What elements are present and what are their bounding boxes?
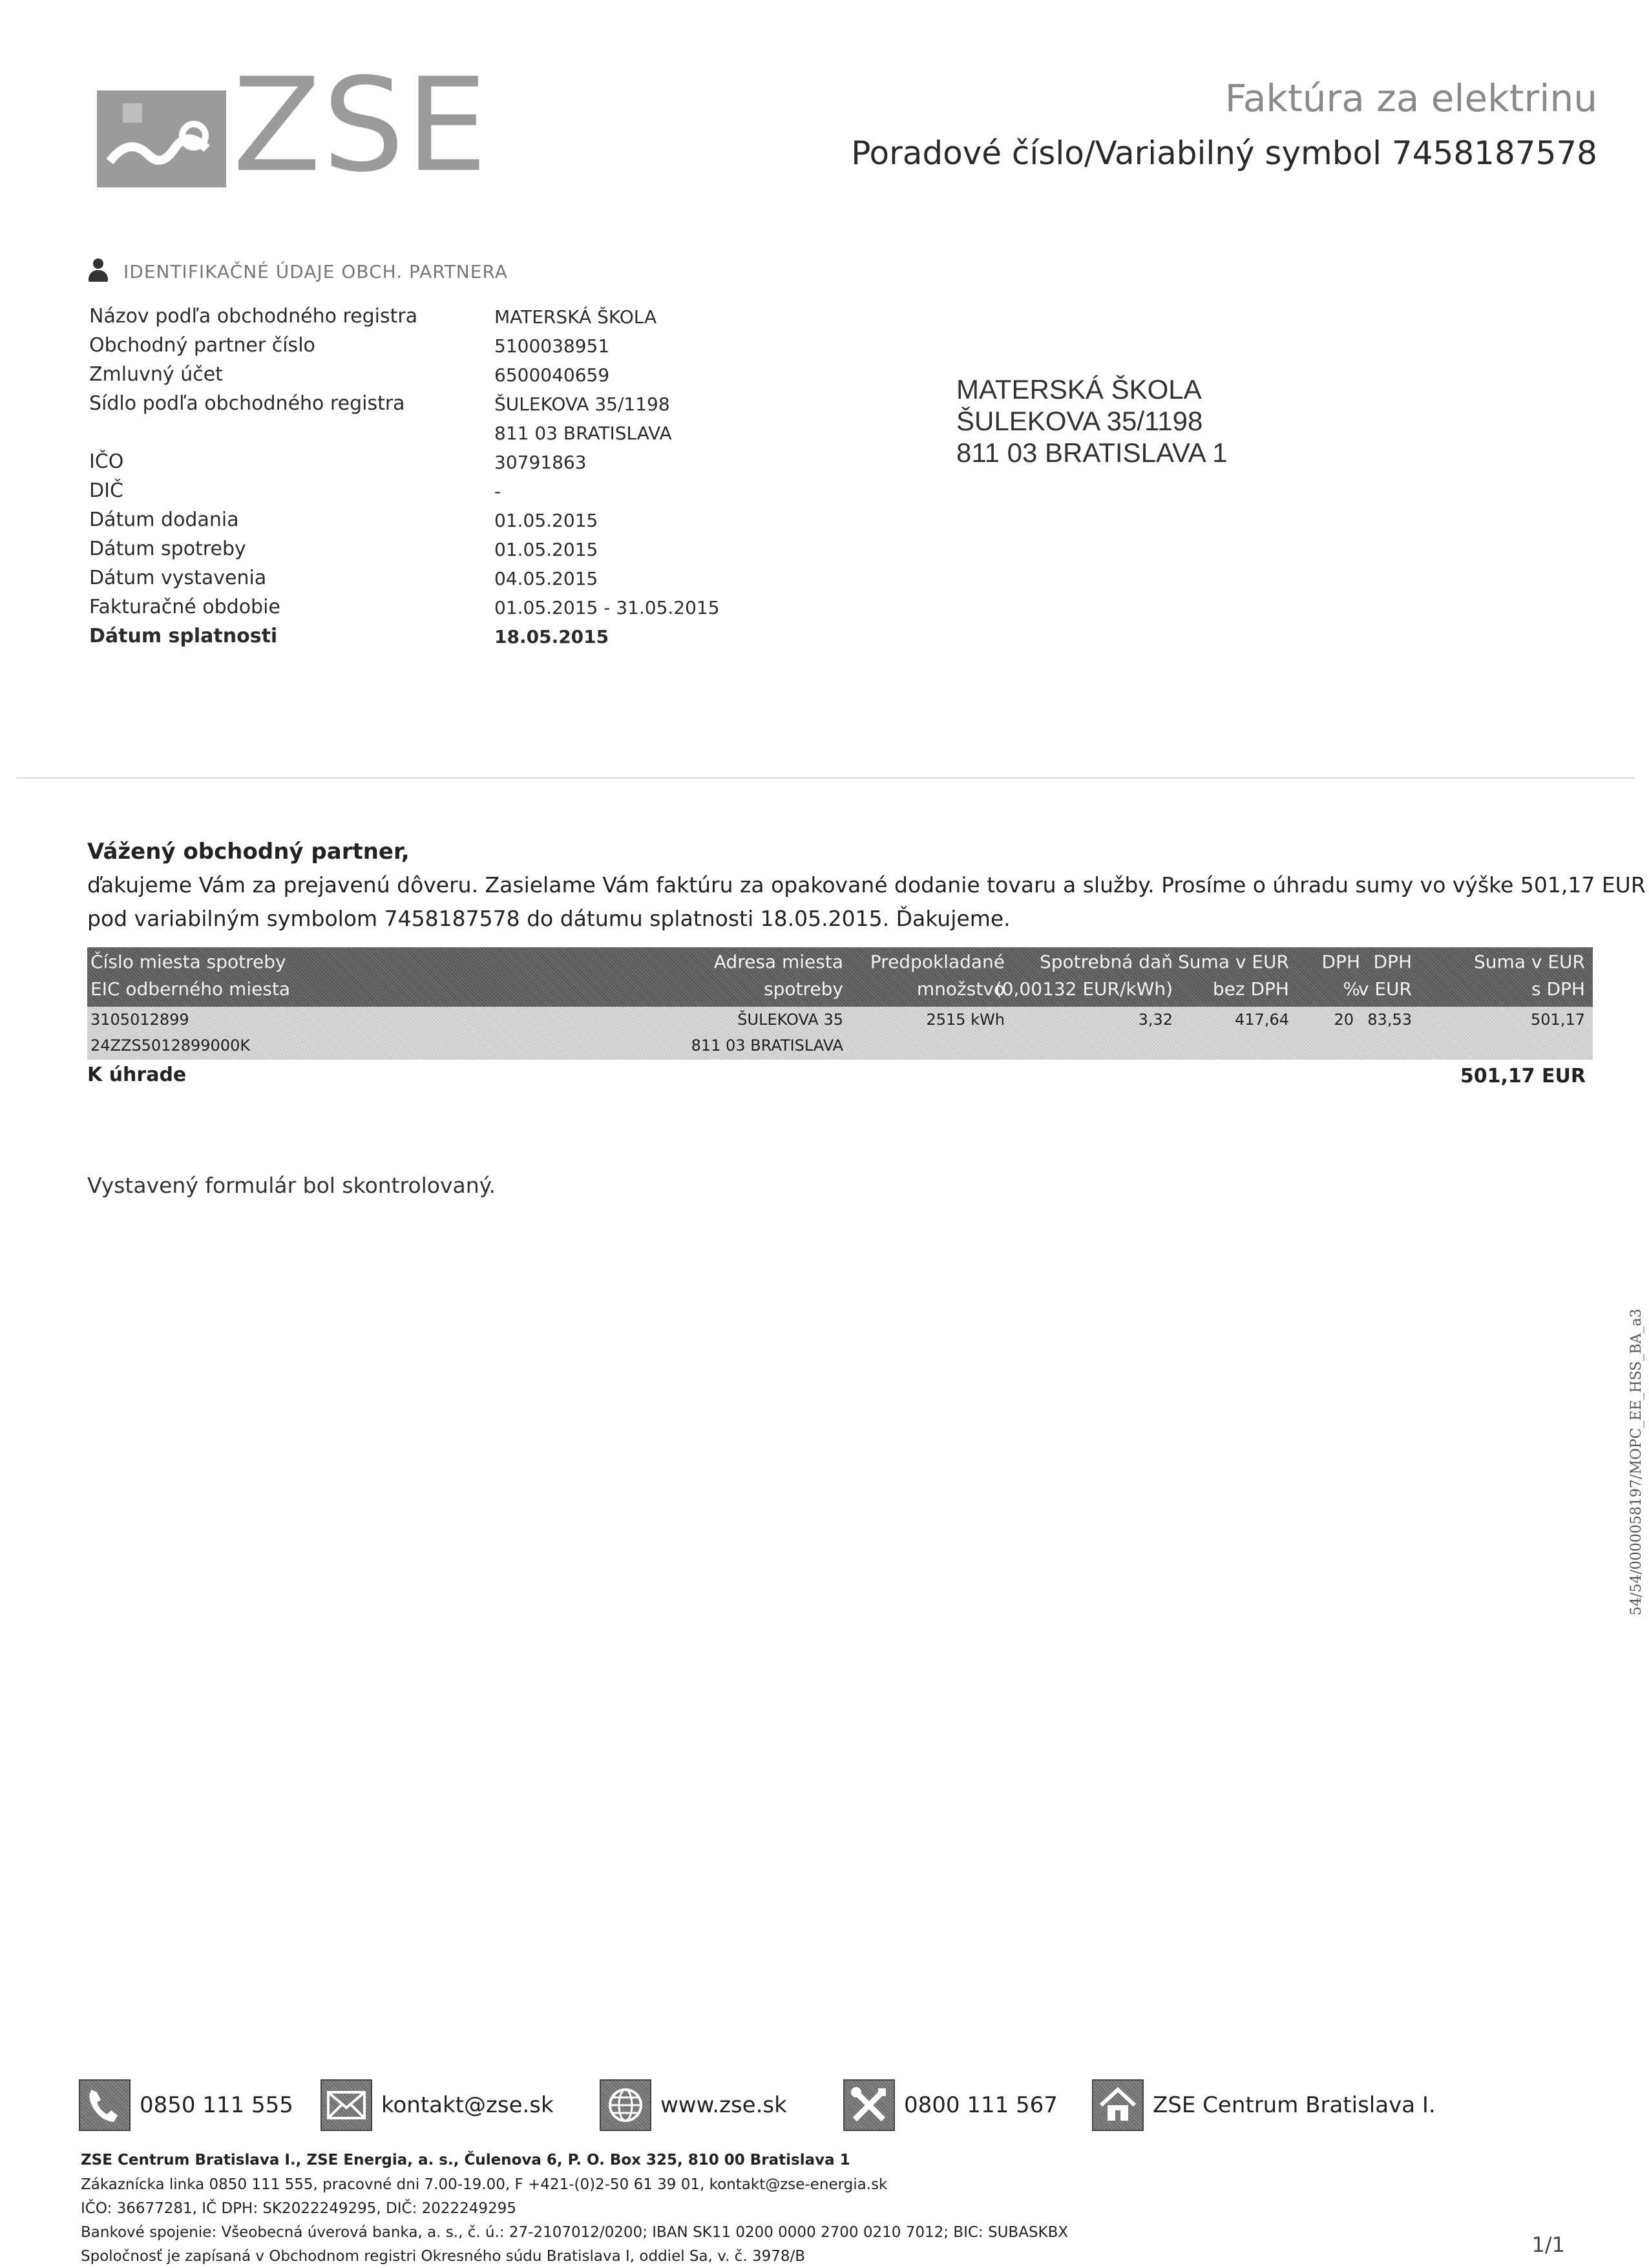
message-line-2: pod variabilným symbolom 7458187578 do dátumu splatnosti 18.05.2015. Ďakujeme. xyxy=(87,906,1011,931)
address-line-3: 811 03 BRATISLAVA 1 xyxy=(956,437,1228,468)
value-partner-number: 5100038951 xyxy=(494,335,610,357)
table-row xyxy=(87,1007,1593,1060)
label-ico: IČO xyxy=(89,450,124,473)
recipient-address xyxy=(956,373,1227,468)
value-registered-seat: ŠULEKOVA 35/1198 xyxy=(494,394,670,415)
contact-fault-line[interactable] xyxy=(843,2079,1058,2131)
th-vat-eur: DPH xyxy=(1373,951,1412,972)
amount-due-value: 501,17 EUR xyxy=(1460,1065,1586,1087)
label-registry-name: Názov podľa obchodného registra xyxy=(89,305,418,328)
contact-center-text: ZSE Centrum Bratislava I. xyxy=(1153,2092,1436,2118)
contact-web[interactable] xyxy=(600,2079,787,2131)
globe-icon xyxy=(600,2079,651,2131)
th-vat-percent: DPH xyxy=(1321,951,1360,972)
value-contract-account: 6500040659 xyxy=(494,364,610,386)
label-contract-account: Zmluvný účet xyxy=(89,363,223,386)
label-dic: DIČ xyxy=(89,479,123,502)
cell-address-1: ŠULEKOVA 35 xyxy=(737,1011,843,1029)
contact-web-text: www.zse.sk xyxy=(660,2092,787,2118)
contact-center[interactable] xyxy=(1092,2079,1436,2131)
cell-quantity: 2515 kWh xyxy=(926,1011,1005,1029)
label-billing-period: Fakturačné obdobie xyxy=(89,596,280,618)
label-consumption-date: Dátum spotreby xyxy=(89,538,246,560)
th-sum-no-vat: Suma v EUR xyxy=(1178,951,1289,972)
th-sum-no-vat-2: bez DPH xyxy=(1212,978,1289,1000)
footer-ids: IČO: 36677281, IČ DPH: SK2022249295, DIČ: 2022249295 xyxy=(81,2200,516,2217)
th-place-number: Číslo miesta spotreby xyxy=(90,951,286,972)
cell-sum-with-vat: 501,17 xyxy=(1531,1011,1585,1029)
address-line-1: MATERSKÁ ŠKOLA xyxy=(956,374,1202,404)
identification-heading-text: IDENTIFIKAČNÉ ÚDAJE OBCH. PARTNERA xyxy=(123,260,508,282)
page-number: 1/1 xyxy=(1531,2232,1565,2257)
footer-bank: Bankové spojenie: Všeobecná úverová banka, a. s., č. ú.: 27-2107012/0200; IBAN SK11 0200 0000 2700 0210 7012; BIC: SUBASKBX xyxy=(81,2224,1069,2241)
value-billing-period: 01.05.2015 - 31.05.2015 xyxy=(494,597,720,618)
contact-phone-text: 0850 111 555 xyxy=(140,2092,293,2118)
greeting: Vážený obchodný partner, xyxy=(87,839,410,865)
zse-logo xyxy=(97,50,489,201)
phone-icon xyxy=(79,2079,131,2131)
cell-sum-no-vat: 417,64 xyxy=(1235,1011,1289,1029)
label-partner-number: Obchodný partner číslo xyxy=(89,334,315,357)
th-eic: EIC odberného miesta xyxy=(90,978,291,1000)
value-registry-name: MATERSKÁ ŠKOLA xyxy=(494,306,657,328)
contact-phone[interactable] xyxy=(79,2079,293,2131)
document-title: Faktúra za elektrinu xyxy=(1224,76,1597,120)
label-issue-date: Dátum vystavenia xyxy=(89,567,267,589)
th-sum-with-vat-2: s DPH xyxy=(1531,978,1585,1000)
identification-heading xyxy=(87,258,508,284)
th-vat-percent-2: % xyxy=(1343,978,1360,1000)
value-dic: - xyxy=(494,481,501,502)
th-vat-eur-2: v EUR xyxy=(1358,978,1412,1000)
house-icon xyxy=(1092,2079,1144,2131)
th-quantity: Predpokladané xyxy=(870,951,1005,972)
value-registered-seat-city: 811 03 BRATISLAVA xyxy=(494,423,672,444)
cell-address-2: 811 03 BRATISLAVA xyxy=(691,1036,843,1055)
value-ico: 30791863 xyxy=(494,452,587,473)
zse-logo-mark-icon xyxy=(97,90,226,187)
footer-company: ZSE Centrum Bratislava I., ZSE Energia, a. s., Čulenova 6, P. O. Box 325, 810 00 Bratislava 1 xyxy=(81,2152,850,2168)
message-line-1: ďakujeme Vám za prejavenú dôveru. Zasielame Vám faktúru za opakované dodanie tovaru a služby. Prosíme o úhradu sumy vo výške 501,17 EUR xyxy=(87,872,1646,898)
th-excise-2: (0,00132 EUR/kWh) xyxy=(994,978,1173,1000)
person-icon xyxy=(87,258,109,284)
cell-eic: 24ZZS5012899000K xyxy=(90,1036,251,1055)
section-divider xyxy=(16,777,1635,779)
invoice-table-header xyxy=(87,947,1593,1007)
side-document-code: 54/54/0000058197/MOPC_EE_HSS_BA_a3 xyxy=(1628,1308,1644,1615)
value-issue-date: 04.05.2015 xyxy=(494,568,598,589)
contact-email[interactable] xyxy=(320,2079,554,2131)
contact-fault-line-text: 0800 111 567 xyxy=(904,2092,1058,2118)
logo-text: ZSE xyxy=(233,50,489,201)
cell-vat-percent: 20 xyxy=(1334,1011,1354,1029)
envelope-icon xyxy=(320,2079,372,2131)
footer-registry: Spoločnosť je zapísaná v Obchodnom registri Okresného súdu Bratislava I, oddiel Sa, v. č. 3978/B xyxy=(81,2248,806,2265)
label-due-date: Dátum splatnosti xyxy=(89,625,278,647)
footer-hotline: Zákaznícka linka 0850 111 555, pracovné dni 7.00-19.00, F +421-(0)2-50 61 39 01, kontakt@zse-energia.sk xyxy=(81,2176,888,2193)
th-address-2: spotreby xyxy=(764,978,843,1000)
label-delivery-date: Dátum dodania xyxy=(89,509,239,531)
document-subtitle: Poradové číslo/Variabilný symbol 7458187578 xyxy=(851,134,1597,172)
address-line-2: ŠULEKOVA 35/1198 xyxy=(956,406,1203,436)
checked-note: Vystavený formulár bol skontrolovaný. xyxy=(87,1173,496,1198)
cell-excise: 3,32 xyxy=(1138,1011,1173,1029)
cell-vat-eur: 83,53 xyxy=(1367,1011,1412,1029)
tools-icon xyxy=(843,2079,895,2131)
th-quantity-2: množstvo xyxy=(916,978,1005,1000)
contact-email-text: kontakt@zse.sk xyxy=(381,2092,554,2118)
value-due-date: 18.05.2015 xyxy=(494,626,609,647)
th-excise: Spotrebná daň xyxy=(1039,951,1173,972)
cell-place-number: 3105012899 xyxy=(90,1011,189,1029)
th-address: Adresa miesta xyxy=(713,951,843,972)
label-registered-seat: Sídlo podľa obchodného registra xyxy=(89,392,405,415)
value-delivery-date: 01.05.2015 xyxy=(494,510,598,531)
amount-due-label: K úhrade xyxy=(87,1064,187,1086)
value-consumption-date: 01.05.2015 xyxy=(494,539,598,560)
th-sum-with-vat: Suma v EUR xyxy=(1474,951,1585,972)
